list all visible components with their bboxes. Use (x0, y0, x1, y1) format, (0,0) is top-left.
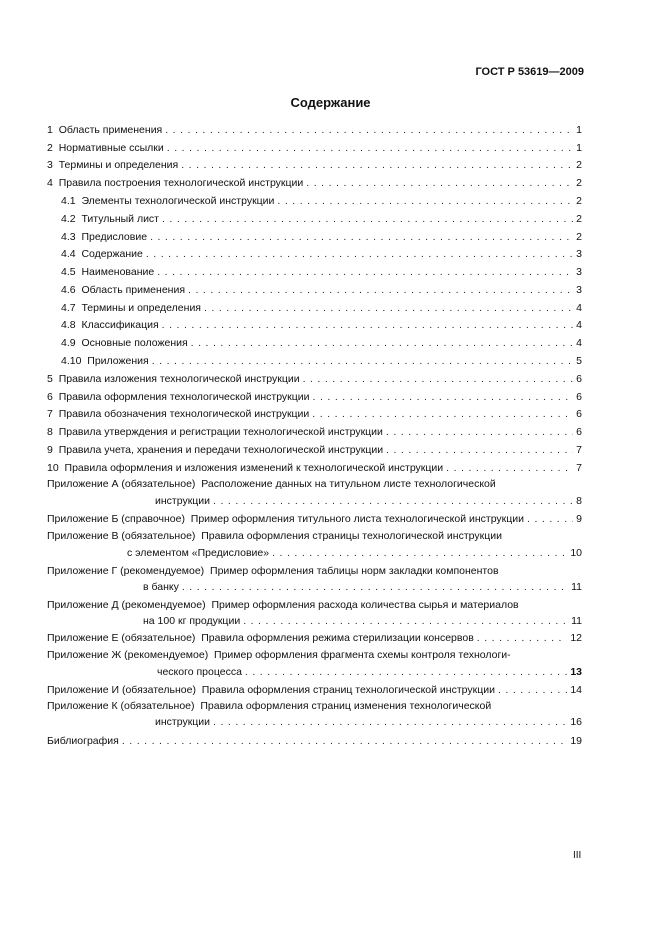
appendix-zh-title[interactable]: Приложение Ж (рекомендуемое) Пример оформления фрагмента схемы контроля технологи- (47, 649, 511, 661)
page-number: III (573, 850, 582, 861)
toc-entry[interactable]: 8 Правила утверждения и регистрации технологической инструкции . . . 6 (47, 426, 582, 439)
appendix-a-cont[interactable]: инструкции . . . 8 (155, 495, 582, 508)
toc-subentry[interactable]: 4.10 Приложения . . . 5 (61, 355, 582, 368)
toc-entry[interactable]: 3 Термины и определения . . . 2 (47, 159, 582, 172)
appendix-d-cont[interactable]: на 100 кг продукции . . . 11 (143, 615, 582, 628)
appendix-e[interactable]: Приложение Е (обязательное) Правила оформления режима стерилизации консервов . . . 12 (47, 632, 582, 645)
toc-subentry[interactable]: 4.2 Титульный лист . . . 2 (61, 213, 582, 226)
toc-entry[interactable]: 1 Область применения . . . 1 (47, 124, 582, 137)
appendix-zh-cont[interactable]: ческого процесса . . . 13 (157, 666, 582, 679)
toc-entry[interactable]: 10 Правила оформления и изложения изменений к технологической инструкции . . . 7 (47, 462, 582, 475)
toc-entry[interactable]: 9 Правила учета, хранения и передачи технологической инструкции . . . 7 (47, 444, 582, 457)
toc-subentry[interactable]: 4.7 Термины и определения . . . 4 (61, 302, 582, 315)
toc-entry[interactable]: 2 Нормативные ссылки . . . 1 (47, 142, 582, 155)
appendix-g-cont[interactable]: в банку . . . 11 (143, 581, 582, 594)
toc-subentry[interactable]: 4.5 Наименование . . . 3 (61, 266, 582, 279)
toc-entry[interactable]: 6 Правила оформления технологической инструкции . . . 6 (47, 391, 582, 404)
toc-entry[interactable]: 7 Правила обозначения технологической инструкции . . . 6 (47, 408, 582, 421)
toc-subentry[interactable]: 4.8 Классификация . . . 4 (61, 319, 582, 332)
document-header: ГОСТ Р 53619—2009 (475, 66, 584, 78)
appendix-v-cont[interactable]: с элементом «Предисловие» . . . 10 (127, 547, 582, 560)
toc-subentry[interactable]: 4.3 Предисловие . . . 2 (61, 231, 582, 244)
appendix-i[interactable]: Приложение И (обязательное) Правила оформления страниц технологической инструкции . . . 14 (47, 684, 582, 697)
toc-entry[interactable]: 4 Правила построения технологической инструкции . . . 2 (47, 177, 582, 190)
appendix-a-title[interactable]: Приложение А (обязательное) Расположение данных на титульном листе технологической (47, 478, 496, 490)
appendix-k-title[interactable]: Приложение К (обязательное) Правила оформления страниц изменения технологической (47, 700, 492, 712)
bibliography-entry[interactable]: Библиография . . . 19 (47, 735, 582, 748)
appendix-g-title[interactable]: Приложение Г (рекомендуемое) Пример оформления таблицы норм закладки компонентов (47, 565, 499, 577)
toc-entry[interactable]: 5 Правила изложения технологической инструкции . . . 6 (47, 373, 582, 386)
toc-subentry[interactable]: 4.6 Область применения . . . 3 (61, 284, 582, 297)
toc-subentry[interactable]: 4.9 Основные положения . . . 4 (61, 337, 582, 350)
appendix-k-cont[interactable]: инструкции . . . 16 (155, 716, 582, 729)
toc-subentry[interactable]: 4.4 Содержание . . . 3 (61, 248, 582, 261)
appendix-b[interactable]: Приложение Б (справочное) Пример оформления титульного листа технологической инструкции . . . 9 (47, 513, 582, 526)
toc-subentry[interactable]: 4.1 Элементы технологической инструкции . . . 2 (61, 195, 582, 208)
appendix-v-title[interactable]: Приложение В (обязательное) Правила оформления страницы технологической инструкции (47, 530, 502, 542)
appendix-d-title[interactable]: Приложение Д (рекомендуемое) Пример оформления расхода количества сырья и материалов (47, 599, 519, 611)
page-title: Содержание (290, 95, 371, 110)
